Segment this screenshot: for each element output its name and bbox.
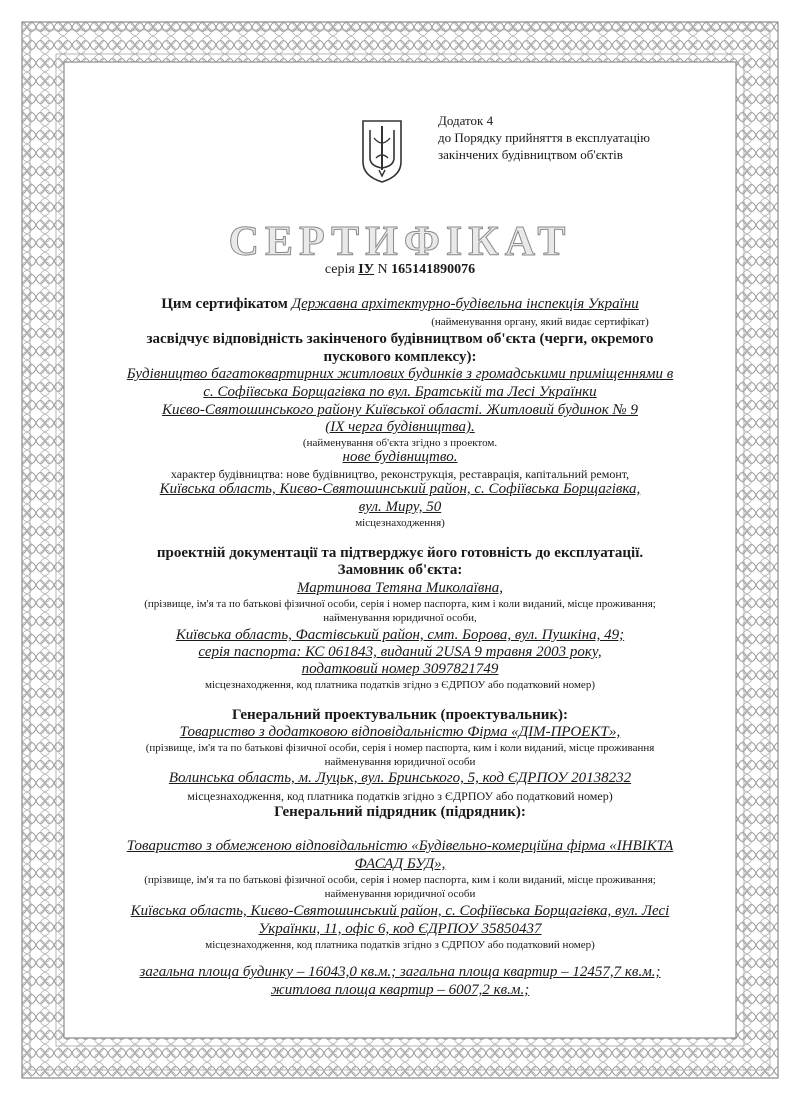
object-line-1: Будівництво багатоквартирних житлових будинків з громадськими приміщеннями в — [126, 366, 674, 382]
construction-type: нове будівництво. — [342, 449, 458, 465]
contractor-address-line-1: Київська область, Києво-Святошинський район, с. Софіївська Борщагівка, вул. Лесі — [130, 903, 670, 919]
contractor-heading: Генеральний підрядник (підрядник): — [274, 804, 526, 820]
customer-caption-3: місцезнаходження, код платника податків згідно з ЄДРПОУ або податковий номер) — [205, 679, 595, 691]
areas-line-2: житлова площа квартир – 6007,2 кв.м.; — [270, 982, 530, 998]
issuer-prefix: Цим сертифікатом — [161, 296, 288, 312]
contractor-caption-3: місцезнаходження, код платника податків згідно з СДРПОУ або податковий номер) — [205, 939, 595, 951]
designer-name: Товариство з додатковою відповідальністю Фірма «ДІМ-ПРОЕКТ», — [179, 724, 621, 740]
designer-caption-1: (прізвище, ім'я та по батькові фізичної особи, серія і номер паспорта, ким і коли виданий, місце проживання — [145, 742, 655, 754]
designer-caption-2: найменування юридичної особи — [324, 756, 476, 768]
appendix-line-3: закінчених будівництвом об'єктів — [438, 147, 623, 162]
designer-address: Волинська область, м. Луцьк, вул. Бринського, 5, код ЄДРПОУ 20138232 — [168, 770, 632, 786]
contractor-address-line-2: Українки, 11, офіс 6, код ЄДРПОУ 35850437 — [258, 921, 542, 937]
appendix-line-2: до Порядку прийняття в експлуатацію — [438, 130, 650, 145]
object-line-2: с. Софіївська Борщагівка по вул. Братській та Лесі Українки — [203, 384, 597, 400]
construction-caption: характер будівництва: нове будівництво, реконструкція, реставрація, капітальний ремонт, — [170, 467, 630, 481]
customer-caption-2: найменування юридичної особи, — [323, 612, 477, 624]
appendix-note — [438, 112, 650, 163]
contractor-caption-2: найменування юридичної особи — [324, 888, 476, 900]
location-caption: місцезнаходження) — [355, 517, 445, 529]
contractor-caption-1: (прізвище, ім'я та по батькові фізичної особи, серія і номер паспорта, ким і коли виданий, місце проживання; — [144, 874, 656, 886]
issuer-caption: (найменування органу, який видає сертифікат) — [431, 316, 649, 328]
conformity-statement: проектній документації та підтверджує його готовність до експлуатації. — [156, 545, 644, 561]
location-line-2: вул. Миру, 50 — [358, 499, 442, 515]
contractor-name-line-1: Товариство з обмеженою відповідальністю «Будівельно-комерційна фірма «ІНВІКТА — [126, 838, 674, 854]
designer-caption-3: місцезнаходження, код платника податків згідно з ЄДРПОУ або податковий номер) — [187, 789, 613, 803]
customer-passport: серія паспорта: КС 061843, виданий 2USA 9 травня 2003 року, — [198, 644, 602, 660]
trident-emblem-icon — [360, 118, 404, 184]
series-line — [60, 262, 740, 278]
customer-tax-number: податковий номер 3097821749 — [301, 661, 499, 677]
object-caption: (найменування об'єкта згідно з проектом. — [302, 437, 498, 449]
statement-line-1: засвідчує відповідність закінченого будівництвом об'єкта (черги, окремого — [146, 331, 654, 347]
series-value: ІУ — [358, 262, 375, 277]
customer-name: Мартинова Тетяна Миколаївна, — [296, 580, 504, 596]
location-line-1: Київська область, Києво-Святошинський район, с. Софіївська Борщагівка, — [159, 481, 641, 497]
object-line-4: (ІХ черга будівництва). — [325, 419, 475, 435]
certificate-title: СЕРТИФІКАТ — [228, 219, 572, 265]
object-line-3: Києво-Святошинського району Київської області. Житловий будинок № 9 — [162, 402, 638, 418]
appendix-line-1: Додаток 4 — [438, 113, 494, 128]
customer-address: Київська область, Фастівський район, смт. Борова, вул. Пушкіна, 49; — [175, 627, 625, 643]
issuer-line — [60, 296, 740, 313]
contractor-name-line-2: ФАСАД БУД», — [354, 856, 446, 872]
customer-caption-1: (прізвище, ім'я та по батькові фізичної особи, серія і номер паспорта, ким і коли виданий, місце проживання; — [144, 598, 656, 610]
statement-line-2: пускового комплексу): — [323, 349, 477, 365]
issuer-name: Державна архітектурно-будівельна інспекція України — [291, 296, 639, 312]
series-n-label: N — [377, 262, 388, 277]
series-label: серія — [324, 262, 355, 277]
areas-line-1: загальна площа будинку – 16043,0 кв.м.; загальна площа квартир – 12457,7 кв.м.; — [139, 964, 661, 980]
customer-heading: Замовник об'єкта: — [337, 562, 463, 578]
certificate-number: 165141890076 — [391, 262, 476, 277]
designer-heading: Генеральний проектувальник (проектувальник): — [231, 707, 569, 723]
